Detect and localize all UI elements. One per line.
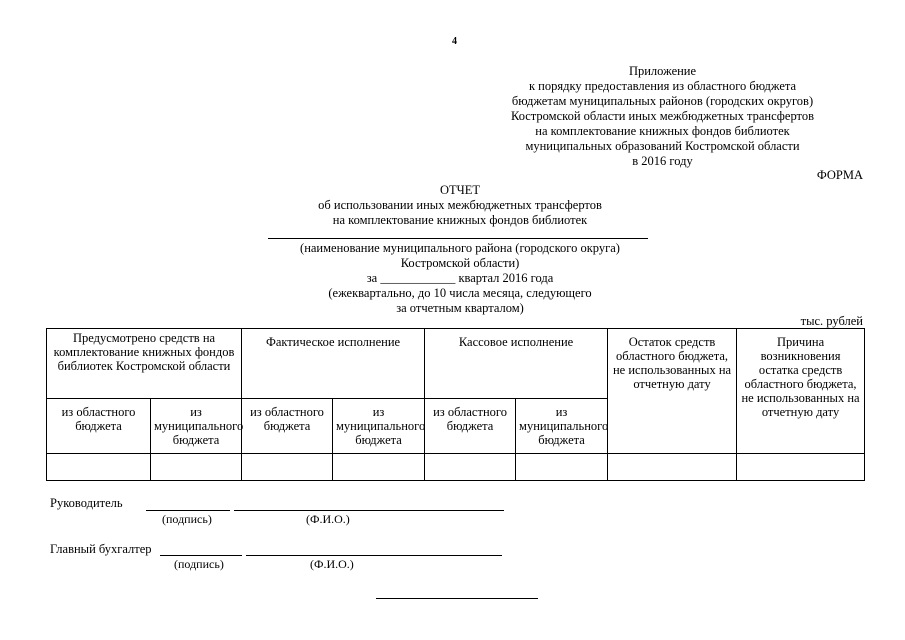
table-cell[interactable]: [516, 454, 608, 481]
annex-line: бюджетам муниципальных районов (городских округов): [511, 94, 814, 108]
table-cell[interactable]: [333, 454, 425, 481]
annex-line: муниципальных образований Костромской области: [525, 139, 800, 153]
period-suffix: квартал 2016 года: [458, 271, 554, 285]
header-planned: Предусмотрено средств на комплектование книжных фондов библиотек Костромской области: [47, 329, 242, 399]
annex-line: в 2016 году: [632, 154, 693, 168]
period-line: [210, 271, 710, 286]
subheader-regional: из областного бюджета: [425, 399, 516, 454]
head-signature-caption: (подпись): [162, 512, 212, 526]
report-subtitle-line: на комплектование книжных фондов библиотек: [332, 213, 588, 227]
report-table: [46, 328, 865, 481]
table-cell[interactable]: [425, 454, 516, 481]
header-balance: Остаток средств областного бюджета, не использованных на отчетную дату: [608, 329, 737, 454]
head-name-caption: (Ф.И.О.): [306, 512, 350, 526]
units-label: тыс. рублей: [800, 314, 863, 328]
period-prefix: за: [366, 271, 378, 285]
period-blank[interactable]: ____________: [380, 271, 456, 285]
subheader-municipal: из муниципального бюджета: [151, 399, 242, 454]
header-cash: Кассовое исполнение: [425, 329, 608, 399]
deadline-note: за отчетным кварталом): [396, 301, 524, 315]
municipality-block: [210, 241, 710, 316]
subheader-regional: из областного бюджета: [47, 399, 151, 454]
municipality-caption: (наименование муниципального района (городского округа): [300, 241, 620, 255]
annex-block: [505, 64, 820, 169]
accountant-label: Главный бухгалтер: [50, 542, 152, 556]
report-subtitle-line: об использовании иных межбюджетных трансфертов: [318, 198, 602, 212]
annex-line: на комплектование книжных фондов библиотек: [535, 124, 790, 138]
deadline-note: (ежеквартально, до 10 числа месяца, следующего: [328, 286, 592, 300]
annex-line: Приложение: [628, 64, 697, 78]
subheader-municipal: из муниципального бюджета: [516, 399, 608, 454]
report-title: [210, 183, 710, 228]
head-signature-line[interactable]: [146, 510, 230, 511]
table-cell[interactable]: [242, 454, 333, 481]
forma-label: ФОРМА: [816, 168, 863, 182]
annex-line: Костромской области иных межбюджетных трансфертов: [510, 109, 814, 123]
table-cell[interactable]: [608, 454, 737, 481]
table-cell[interactable]: [151, 454, 242, 481]
table-cell[interactable]: [47, 454, 151, 481]
annex-line: к порядку предоставления из областного бюджета: [528, 79, 797, 93]
table-row: [47, 454, 865, 481]
head-name-line[interactable]: [234, 510, 504, 511]
table-cell[interactable]: [737, 454, 865, 481]
page-number: 4: [452, 36, 457, 47]
subheader-regional: из областного бюджета: [242, 399, 333, 454]
bottom-divider: [376, 598, 538, 599]
accountant-signature-line[interactable]: [160, 555, 242, 556]
accountant-name-line[interactable]: [246, 555, 502, 556]
subheader-municipal: из муниципального бюджета: [333, 399, 425, 454]
accountant-name-caption: (Ф.И.О.): [310, 557, 354, 571]
head-label: Руководитель: [50, 496, 123, 510]
header-actual: Фактическое исполнение: [242, 329, 425, 399]
municipality-name-line[interactable]: [268, 238, 648, 239]
accountant-signature-caption: (подпись): [174, 557, 224, 571]
header-reason: Причина возникновения остатка средств областного бюджета, не использованных на отчетную дату: [737, 329, 865, 454]
municipality-region: Костромской области): [400, 256, 520, 270]
report-heading: ОТЧЕТ: [439, 183, 481, 197]
